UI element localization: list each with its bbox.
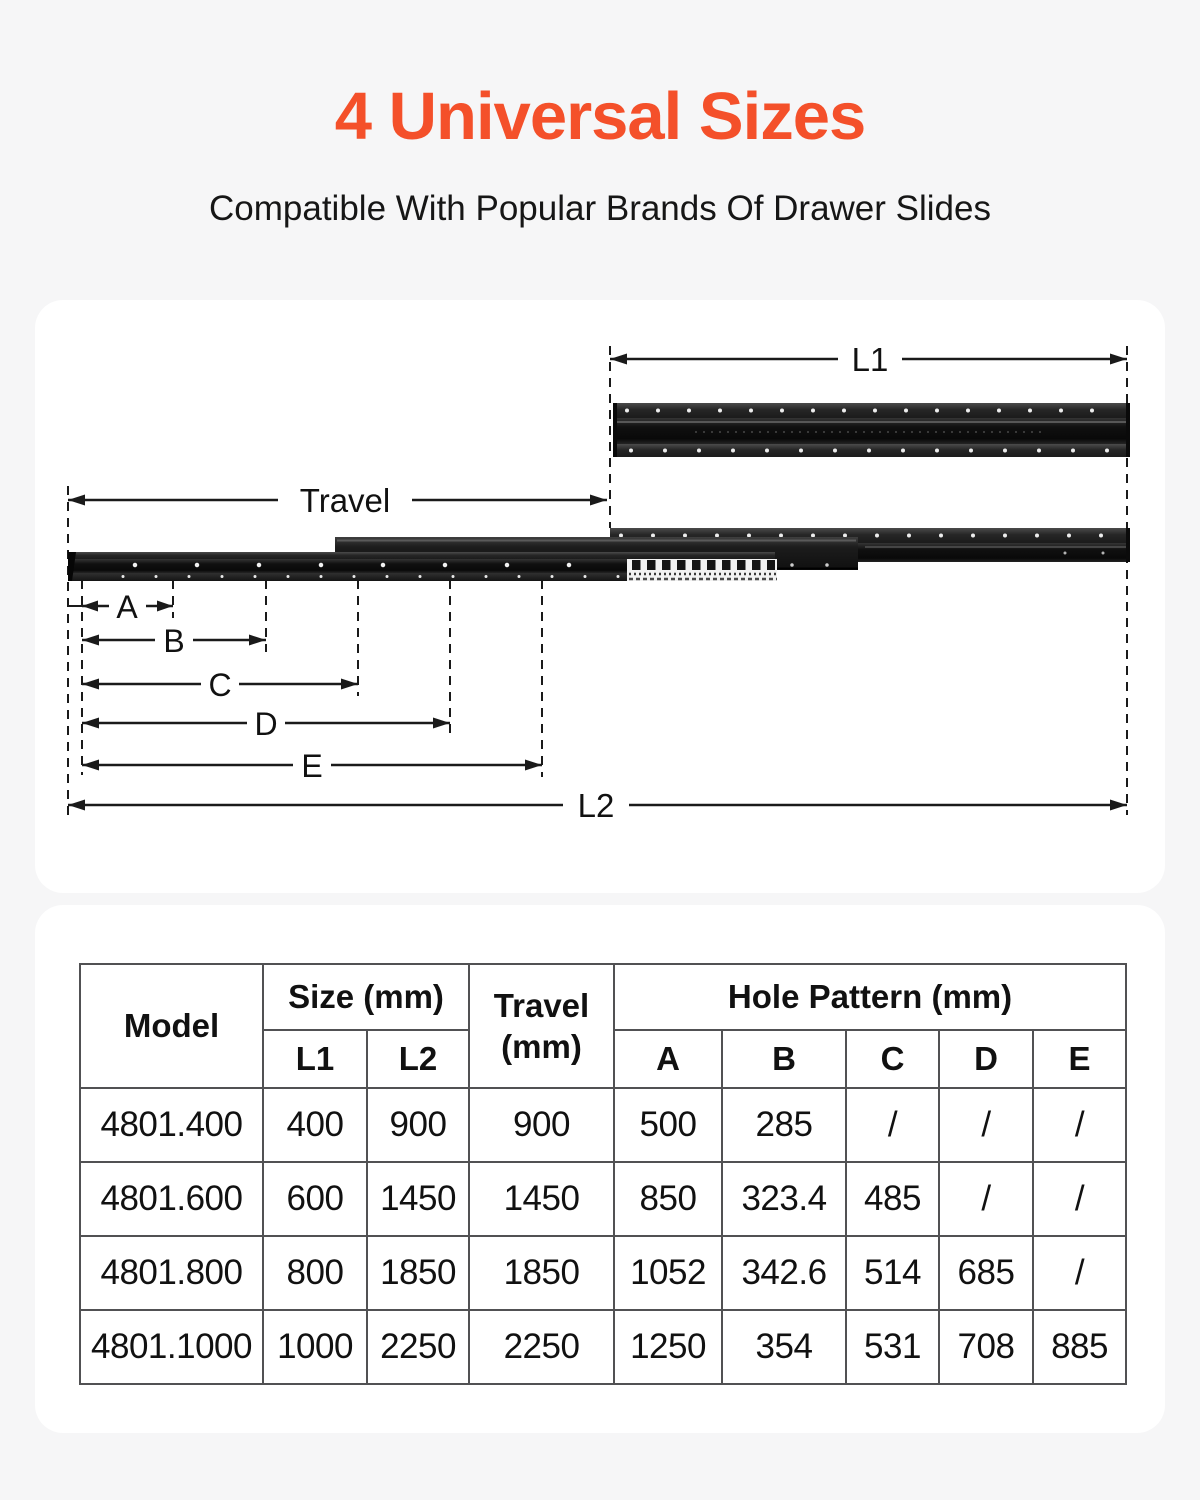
cell-c: 514 [846, 1236, 939, 1310]
cell-a: 1052 [614, 1236, 722, 1310]
header-row-1 [80, 964, 1126, 1030]
table-row [80, 1310, 1126, 1384]
spec-table-card [35, 905, 1165, 1433]
page-subtitle: Compatible With Popular Brands Of Drawer Slides [209, 189, 991, 228]
col-header-hole-pattern: Hole Pattern (mm) [614, 964, 1126, 1030]
cell-l2: 2250 [367, 1310, 469, 1384]
cell-travel: 1450 [469, 1162, 614, 1236]
cell-b: 342.6 [722, 1236, 846, 1310]
page-title: 4 Universal Sizes [334, 79, 866, 154]
table-row [80, 1236, 1126, 1310]
cell-l1: 600 [263, 1162, 367, 1236]
cell-b: 323.4 [722, 1162, 846, 1236]
cell-b: 354 [722, 1310, 846, 1384]
cell-l1: 800 [263, 1236, 367, 1310]
cell-a: 850 [614, 1162, 722, 1236]
table-row [80, 1088, 1126, 1162]
cell-a: 500 [614, 1088, 722, 1162]
cell-a: 1250 [614, 1310, 722, 1384]
col-header-b: B [722, 1030, 846, 1088]
cell-l2: 900 [367, 1088, 469, 1162]
dimension-label-b: B [163, 623, 185, 659]
cell-model: 4801.1000 [80, 1310, 263, 1384]
dimension-l2 [68, 783, 1127, 827]
drawer-slide-diagram [35, 300, 1165, 893]
col-header-l2: L2 [367, 1030, 469, 1088]
cell-travel: 900 [469, 1088, 614, 1162]
col-header-model: Model [80, 964, 263, 1088]
cell-e: 885 [1033, 1310, 1126, 1384]
cell-l1: 1000 [263, 1310, 367, 1384]
cell-model: 4801.800 [80, 1236, 263, 1310]
col-header-travel [469, 964, 614, 1088]
dimension-label-travel: Travel [299, 482, 391, 519]
cell-b: 285 [722, 1088, 846, 1162]
cell-d: / [939, 1088, 1033, 1162]
cell-l1: 400 [263, 1088, 367, 1162]
cell-e: / [1033, 1088, 1126, 1162]
dimension-label-a: A [116, 589, 138, 625]
cell-l2: 1850 [367, 1236, 469, 1310]
spec-table [79, 963, 1127, 1385]
dimension-d [82, 702, 450, 744]
cell-c: / [846, 1088, 939, 1162]
dimension-label-l2: L2 [577, 787, 615, 824]
col-header-l1: L1 [263, 1030, 367, 1088]
col-header-e: E [1033, 1030, 1126, 1088]
dimension-c [82, 663, 358, 705]
cell-d: 685 [939, 1236, 1033, 1310]
dimension-label-e: E [301, 748, 323, 784]
cell-l2: 1450 [367, 1162, 469, 1236]
dimension-label-c: C [208, 667, 232, 703]
dimension-label-d: D [254, 706, 278, 742]
slide-assembly [68, 528, 1130, 581]
cell-d: / [939, 1162, 1033, 1236]
cell-d: 708 [939, 1310, 1033, 1384]
dimension-travel [68, 478, 607, 522]
dimension-e [82, 744, 542, 786]
col-header-size: Size (mm) [263, 964, 469, 1030]
cell-travel: 2250 [469, 1310, 614, 1384]
travel-header-line1: Travel [493, 986, 590, 1024]
col-header-c: C [846, 1030, 939, 1088]
diagram-card [35, 300, 1165, 893]
cell-model: 4801.400 [80, 1088, 263, 1162]
cell-travel: 1850 [469, 1236, 614, 1310]
cell-c: 485 [846, 1162, 939, 1236]
cell-e: / [1033, 1162, 1126, 1236]
col-header-d: D [939, 1030, 1033, 1088]
top-rail [613, 403, 1130, 457]
dimension-l1 [610, 337, 1127, 381]
col-header-a: A [614, 1030, 722, 1088]
table-row [80, 1162, 1126, 1236]
dimension-label-l1: L1 [851, 341, 889, 378]
cell-model: 4801.600 [80, 1162, 263, 1236]
hero-header [0, 0, 1200, 229]
cell-e: / [1033, 1236, 1126, 1310]
travel-header-line2: (mm) [501, 1028, 582, 1065]
cell-c: 531 [846, 1310, 939, 1384]
